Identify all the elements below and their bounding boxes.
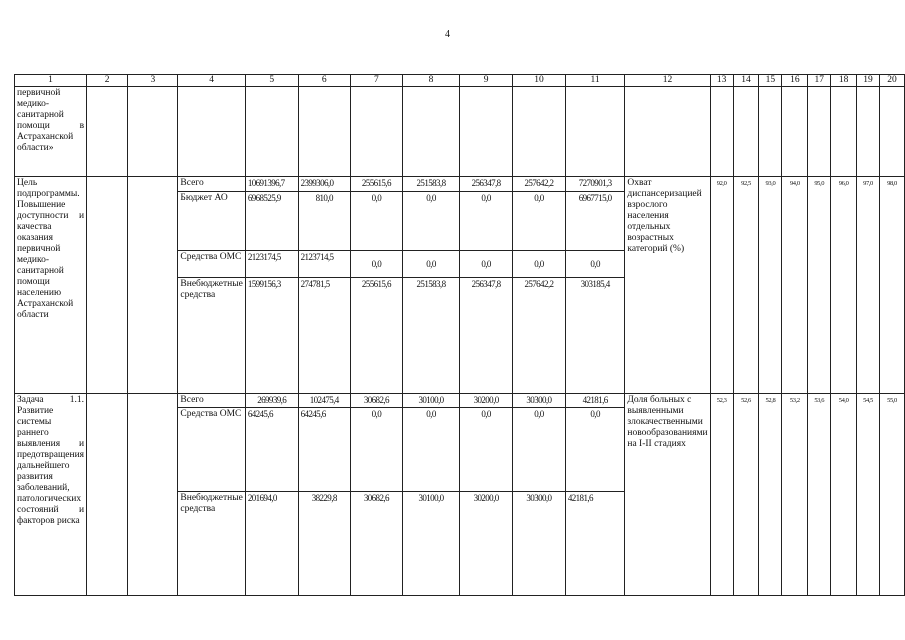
value-cell: 42181,6 — [565, 492, 625, 596]
value-cell: 30682,6 — [350, 394, 402, 408]
col-header: 12 — [625, 75, 710, 87]
column-number-row — [15, 75, 905, 87]
col-header: 2 — [87, 75, 128, 87]
col-header: 7 — [350, 75, 402, 87]
funding-source-cell: Бюджет АО — [178, 192, 245, 251]
goal-description-cell: Цель подпрограммы. Повышение доступности и качества оказания первичной медико-санитарной помощи населению Астраханской области — [15, 177, 87, 394]
value-cell: 1599156,3 — [245, 278, 298, 394]
value-cell: 251583,8 — [402, 177, 459, 192]
value-cell: 30200,0 — [460, 394, 513, 408]
value-cell: 30682,6 — [350, 492, 402, 596]
value-cell: 30100,0 — [402, 394, 459, 408]
value-cell: 0,0 — [513, 251, 566, 278]
value-cell: 30300,0 — [513, 492, 566, 596]
value-cell: 256347,8 — [460, 278, 513, 394]
col-header: 6 — [298, 75, 350, 87]
value-cell: 255615,6 — [350, 278, 402, 394]
value-cell: 257642,2 — [513, 177, 566, 192]
value-cell: 0,0 — [460, 251, 513, 278]
value-cell: 0,0 — [513, 192, 566, 251]
task-description-cell: Задача 1.1. Развитие системы раннего выявления и предотвращения дальнейшего развития заболеваний, патологических состояний и факторов риска — [15, 394, 87, 596]
value-cell: 30300,0 — [513, 394, 566, 408]
value-cell: 269939,6 — [245, 394, 298, 408]
target-cell: 55,0 — [880, 394, 905, 596]
value-cell: 274781,5 — [298, 278, 350, 394]
target-cell: 52,8 — [759, 394, 782, 596]
target-cell: 54,0 — [831, 394, 857, 596]
col-header: 17 — [808, 75, 831, 87]
col-header: 15 — [759, 75, 782, 87]
target-cell: 54,5 — [856, 394, 879, 596]
value-cell: 6967715,0 — [565, 192, 625, 251]
target-cell: 96,0 — [831, 177, 857, 394]
col-header: 13 — [710, 75, 733, 87]
value-cell: 7270901,3 — [565, 177, 625, 192]
value-cell: 257642,2 — [513, 278, 566, 394]
target-cell: 92,5 — [733, 177, 759, 394]
value-cell: 251583,8 — [402, 278, 459, 394]
value-cell: 303185,4 — [565, 278, 625, 394]
target-cell: 52,3 — [710, 394, 733, 596]
value-cell: 38229,8 — [298, 492, 350, 596]
funding-source-cell: Всего — [178, 177, 245, 192]
table-row — [15, 394, 905, 408]
table-row — [15, 87, 905, 177]
value-cell: 30200,0 — [460, 492, 513, 596]
value-cell: 64245,6 — [245, 408, 298, 492]
target-cell: 93,0 — [759, 177, 782, 394]
value-cell: 0,0 — [460, 408, 513, 492]
value-cell: 0,0 — [350, 251, 402, 278]
funding-source-cell: Внебюджетные средства — [178, 492, 245, 596]
page-number: 4 — [445, 29, 450, 40]
target-cell: 92,0 — [710, 177, 733, 394]
value-cell: 0,0 — [460, 192, 513, 251]
value-cell: 2123714,5 — [298, 251, 350, 278]
value-cell: 201694,0 — [245, 492, 298, 596]
col-header: 4 — [178, 75, 245, 87]
col-header: 5 — [245, 75, 298, 87]
value-cell: 0,0 — [402, 408, 459, 492]
value-cell: 0,0 — [350, 408, 402, 492]
target-cell: 98,0 — [880, 177, 905, 394]
value-cell: 0,0 — [565, 251, 625, 278]
value-cell: 256347,8 — [460, 177, 513, 192]
funding-source-cell: Всего — [178, 394, 245, 408]
value-cell: 102475,4 — [298, 394, 350, 408]
col-header: 10 — [513, 75, 566, 87]
funding-source-cell: Средства ОМС — [178, 251, 245, 278]
value-cell: 810,0 — [298, 192, 350, 251]
value-cell: 2123174,5 — [245, 251, 298, 278]
col-header: 14 — [733, 75, 759, 87]
target-cell: 94,0 — [782, 177, 808, 394]
value-cell: 0,0 — [565, 408, 625, 492]
target-cell: 53,6 — [808, 394, 831, 596]
value-cell: 42181,6 — [565, 394, 625, 408]
col-header: 9 — [460, 75, 513, 87]
indicator-cell: Доля больных с выявленными злокачественными новообразованиями на I-II стадиях — [625, 394, 710, 596]
target-cell: 95,0 — [808, 177, 831, 394]
value-cell: 0,0 — [402, 251, 459, 278]
value-cell: 64245,6 — [298, 408, 350, 492]
col-header: 3 — [128, 75, 178, 87]
value-cell: 6968525,9 — [245, 192, 298, 251]
col-header: 20 — [880, 75, 905, 87]
target-cell: 52,6 — [733, 394, 759, 596]
value-cell: 255615,6 — [350, 177, 402, 192]
funding-source-cell: Внебюджетные средства — [178, 278, 245, 394]
target-cell: 97,0 — [856, 177, 879, 394]
program-table — [14, 74, 905, 596]
value-cell: 10691396,7 — [245, 177, 298, 192]
col-header: 1 — [15, 75, 87, 87]
col-header: 8 — [402, 75, 459, 87]
value-cell: 0,0 — [402, 192, 459, 251]
col-header: 11 — [565, 75, 625, 87]
value-cell: 0,0 — [350, 192, 402, 251]
indicator-cell: Охват диспансеризацией взрослого населения отдельных возрастных категорий (%) — [625, 177, 710, 394]
col-header: 16 — [782, 75, 808, 87]
col-header: 19 — [856, 75, 879, 87]
value-cell: 30100,0 — [402, 492, 459, 596]
table-row — [15, 177, 905, 192]
col-header: 18 — [831, 75, 857, 87]
funding-source-cell: Средства ОМС — [178, 408, 245, 492]
value-cell: 0,0 — [513, 408, 566, 492]
target-cell: 53,2 — [782, 394, 808, 596]
subprogram-title-cell: первичной медико-санитарной помощи в Астраханской области» — [15, 87, 87, 177]
value-cell: 2399306,0 — [298, 177, 350, 192]
